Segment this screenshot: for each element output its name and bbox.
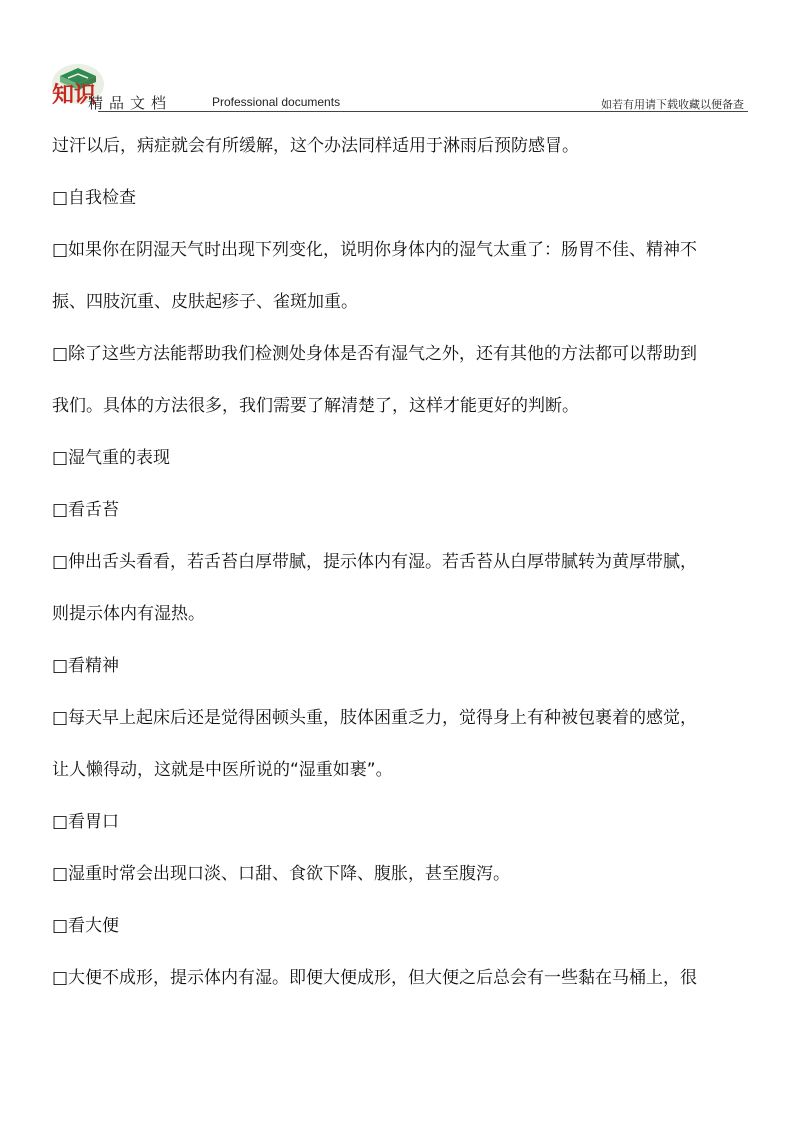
section-heading: □自我检查: [52, 188, 137, 208]
section-heading: □看精神: [52, 656, 120, 676]
section-heading: □看舌苔: [52, 500, 120, 520]
brand-subtitle: Professional documents: [212, 95, 341, 109]
logo-text: 知识: [52, 82, 97, 108]
header-divider: [98, 111, 748, 112]
text-line: 振、四肢沉重、皮肤起疹子、雀斑加重。: [52, 292, 358, 312]
text-line: □伸出舌头看看，若舌苔白厚带腻，提示体内有湿。若舌苔从白厚带腻转为黄厚带腻，: [52, 552, 698, 572]
text-line: □大便不成形，提示体内有湿。即便大便成形，但大便之后总会有一些黏在马桶上，很: [52, 968, 698, 988]
brand-title: 精品文档: [88, 94, 173, 112]
section-heading: □看大便: [52, 916, 120, 936]
text-line: □湿重时常会出现口淡、口甜、食欲下降、腹胀，甚至腹泻。: [52, 864, 511, 884]
text-line: 过汗以后，病症就会有所缓解，这个办法同样适用于淋雨后预防感冒。: [52, 136, 579, 156]
text-line: 则提示体内有湿热。: [52, 604, 205, 624]
page-header: [48, 54, 748, 112]
download-note: 如若有用请下载收藏以便备查: [601, 98, 744, 111]
text-line: □如果你在阴湿天气时出现下列变化，说明你身体内的湿气太重了：肠胃不佳、精神不: [52, 240, 698, 260]
text-line: □除了这些方法能帮助我们检测处身体是否有湿气之外，还有其他的方法都可以帮助到: [52, 344, 698, 364]
section-heading: □看胃口: [52, 812, 120, 832]
text-line: □每天早上起床后还是觉得困顿头重，肢体困重乏力，觉得身上有种被包裹着的感觉，: [52, 708, 698, 728]
text-line: 我们。具体的方法很多，我们需要了解清楚了，这样才能更好的判断。: [52, 396, 579, 416]
document-body: [52, 120, 764, 1004]
text-line: 让人懒得动，这就是中医所说的“湿重如裹”。: [52, 760, 393, 780]
section-heading: □湿气重的表现: [52, 448, 171, 468]
